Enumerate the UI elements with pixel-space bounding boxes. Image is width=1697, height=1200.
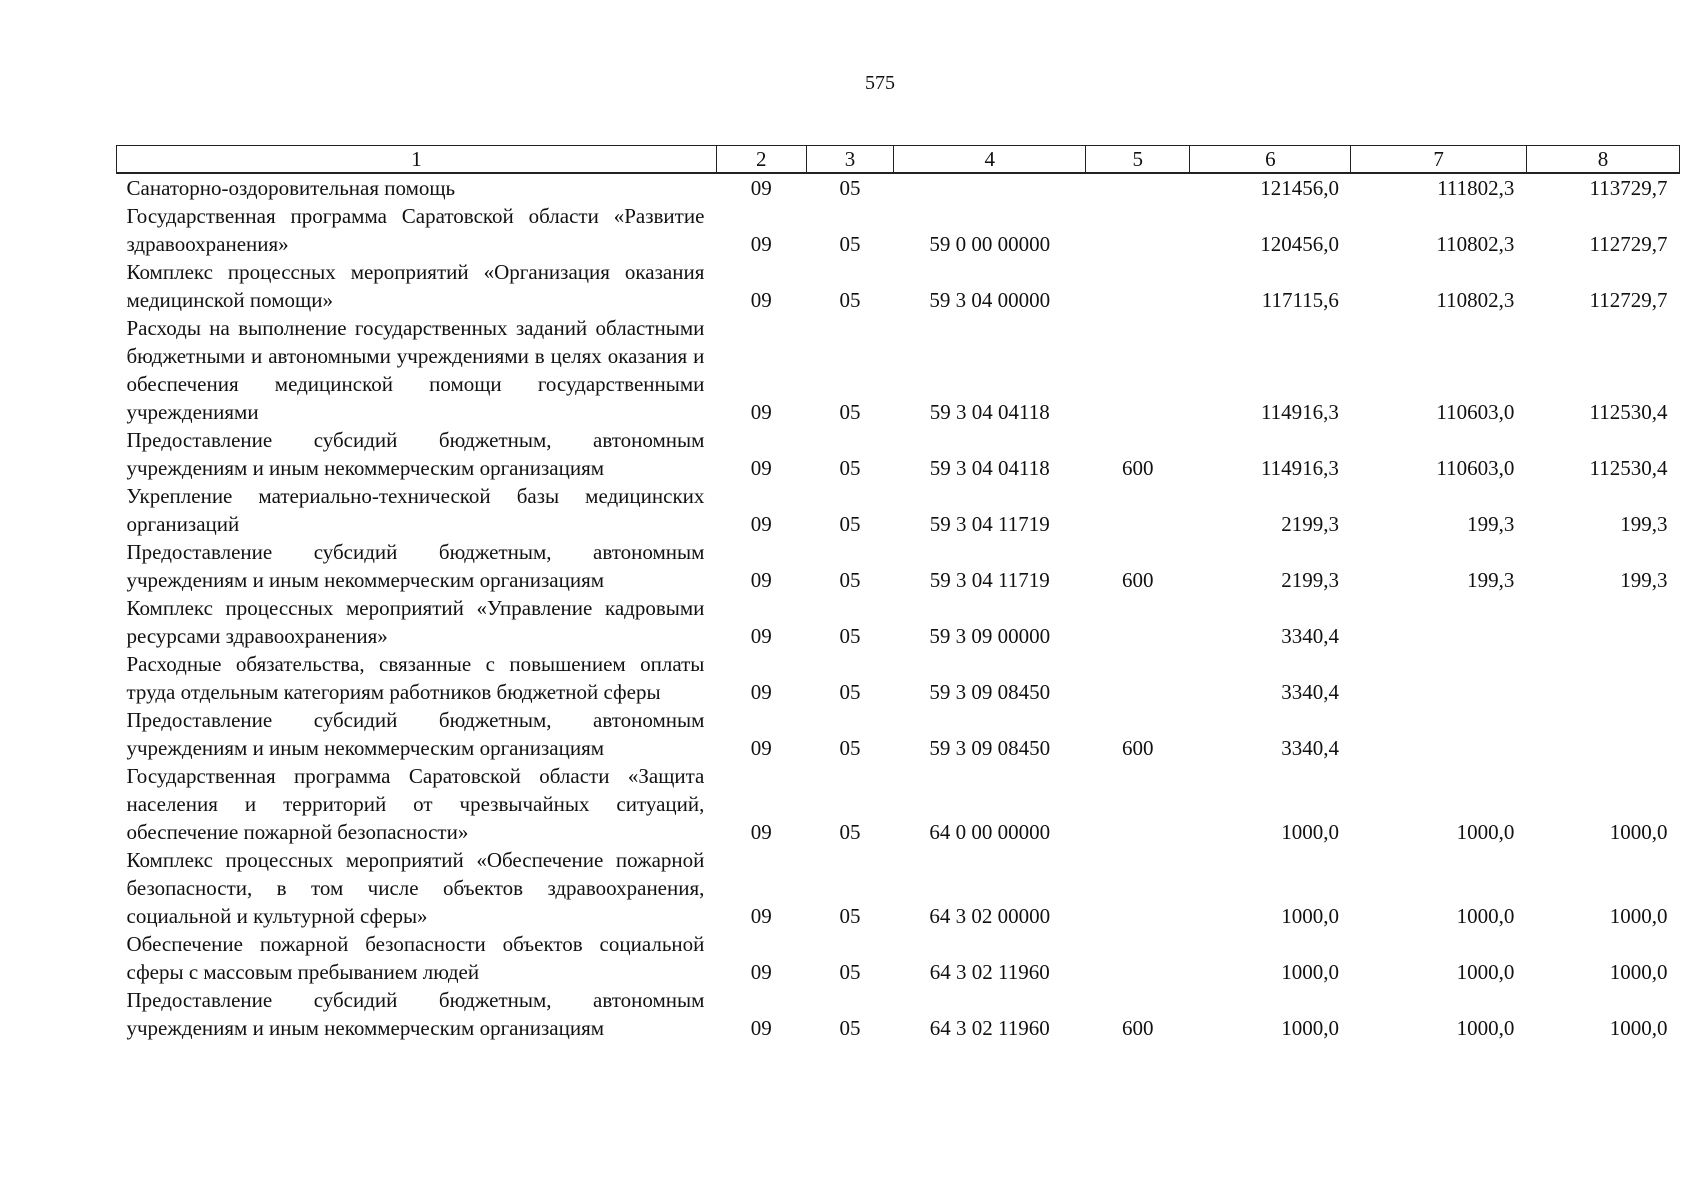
table-header-row [117, 146, 1680, 174]
table-row [117, 426, 1680, 482]
row-amount-col8-cell [1526, 650, 1679, 706]
row-amount-col7-cell [1351, 594, 1526, 650]
row-subsection-cell: 05 [839, 904, 861, 928]
row-amount-col7-cell: 110603,0 [1436, 400, 1515, 424]
row-expense-type-cell: 600 [1121, 736, 1154, 760]
row-section-cell: 09 [750, 1016, 772, 1040]
row-amount-col7-cell: 199,3 [1467, 512, 1515, 536]
row-target-article-cell: 59 3 09 00000 [929, 624, 1051, 648]
row-amount-col7-cell: 199,3 [1467, 568, 1515, 592]
row-target-article-cell: 64 3 02 11960 [929, 1016, 1050, 1040]
column-header-2: 2 [716, 146, 806, 174]
row-amount-col6-cell: 120456,0 [1260, 232, 1339, 256]
row-target-article-cell: 59 3 04 11719 [929, 568, 1050, 592]
table-body [117, 173, 1680, 1042]
row-amount-col6-cell: 3340,4 [1281, 624, 1339, 648]
row-section-cell: 09 [750, 568, 772, 592]
row-amount-col8-cell: 1000,0 [1609, 904, 1668, 928]
row-subsection-cell: 05 [839, 568, 861, 592]
row-expense-type-cell [1086, 202, 1190, 258]
row-amount-col6-cell: 3340,4 [1281, 680, 1339, 704]
column-header-6: 6 [1190, 146, 1351, 174]
row-expense-type-cell: 600 [1121, 568, 1154, 592]
row-name-cell: Обеспечение пожарной безопасности объектов социальной сферы с массовым пребыванием людей [126, 932, 705, 984]
row-expense-type-cell [1086, 173, 1190, 202]
table-row [117, 314, 1680, 426]
row-amount-col6-cell: 2199,3 [1281, 568, 1339, 592]
row-amount-col8-cell: 1000,0 [1609, 820, 1668, 844]
row-amount-col8-cell [1526, 594, 1679, 650]
row-amount-col6-cell: 2199,3 [1281, 512, 1339, 536]
row-name-cell: Государственная программа Саратовской области «Защита населения и территорий от чрезвычайных ситуаций, обеспечение пожарной безопасности» [126, 764, 705, 844]
row-section-cell: 09 [750, 456, 772, 480]
row-amount-col7-cell [1351, 650, 1526, 706]
table-row [117, 594, 1680, 650]
table-row [117, 930, 1680, 986]
row-name-cell: Укрепление материально-технической базы медицинских организаций [126, 484, 705, 536]
page-number: 575 [865, 72, 895, 94]
row-section-cell: 09 [750, 904, 772, 928]
row-amount-col8-cell: 113729,7 [1589, 176, 1668, 200]
row-target-article-cell: 59 3 04 00000 [929, 288, 1051, 312]
row-amount-col6-cell: 1000,0 [1281, 904, 1339, 928]
row-name-cell: Комплекс процессных мероприятий «Организация оказания медицинской помощи» [126, 260, 705, 312]
row-section-cell: 09 [750, 624, 772, 648]
row-expense-type-cell [1086, 314, 1190, 426]
row-amount-col6-cell: 114916,3 [1260, 400, 1339, 424]
row-name-cell: Расходы на выполнение государственных заданий областными бюджетными и автономными учреждениями в целях оказания и обеспечения медицинской помощи государственными учреждениями [126, 316, 705, 424]
table-row [117, 482, 1680, 538]
row-target-article-cell: 64 3 02 00000 [929, 904, 1051, 928]
row-target-article-cell: 59 0 00 00000 [929, 232, 1051, 256]
row-amount-col7-cell: 1000,0 [1456, 1016, 1515, 1040]
row-section-cell: 09 [750, 736, 772, 760]
table-row [117, 650, 1680, 706]
row-section-cell: 09 [750, 960, 772, 984]
budget-table [116, 145, 1680, 1042]
row-amount-col8-cell: 112530,4 [1589, 456, 1668, 480]
row-amount-col8-cell: 112530,4 [1589, 400, 1668, 424]
row-section-cell: 09 [750, 820, 772, 844]
row-amount-col8-cell [1526, 706, 1679, 762]
row-name-cell: Санаторно-оздоровительная помощь [126, 176, 456, 200]
row-amount-col8-cell: 112729,7 [1589, 288, 1668, 312]
row-subsection-cell: 05 [839, 820, 861, 844]
row-target-article-cell: 59 3 04 11719 [929, 512, 1050, 536]
row-name-cell: Расходные обязательства, связанные с повышением оплаты труда отдельным категориям работников бюджетной сферы [126, 652, 705, 704]
row-subsection-cell: 05 [839, 960, 861, 984]
row-subsection-cell: 05 [839, 400, 861, 424]
row-amount-col8-cell: 1000,0 [1609, 960, 1668, 984]
row-target-article-cell: 59 3 04 04118 [929, 456, 1050, 480]
row-target-article-cell [894, 173, 1086, 202]
column-header-4: 4 [894, 146, 1086, 174]
column-header-8: 8 [1526, 146, 1679, 174]
row-amount-col7-cell: 1000,0 [1456, 904, 1515, 928]
table-row [117, 986, 1680, 1042]
row-amount-col6-cell: 1000,0 [1281, 1016, 1339, 1040]
row-section-cell: 09 [750, 680, 772, 704]
row-amount-col6-cell: 3340,4 [1281, 736, 1339, 760]
row-expense-type-cell [1086, 846, 1190, 930]
row-amount-col6-cell: 117115,6 [1261, 288, 1339, 312]
row-name-cell: Комплекс процессных мероприятий «Обеспечение пожарной безопасности, в том числе объектов здравоохранения, социальной и культурной сферы» [126, 848, 705, 928]
row-amount-col7-cell: 111802,3 [1437, 176, 1515, 200]
row-name-cell: Комплекс процессных мероприятий «Управление кадровыми ресурсами здравоохранения» [126, 596, 705, 648]
row-section-cell: 09 [750, 512, 772, 536]
row-amount-col8-cell: 199,3 [1620, 568, 1668, 592]
row-amount-col7-cell: 1000,0 [1456, 820, 1515, 844]
row-expense-type-cell: 600 [1121, 1016, 1154, 1040]
row-expense-type-cell [1086, 650, 1190, 706]
row-subsection-cell: 05 [839, 232, 861, 256]
row-expense-type-cell [1086, 762, 1190, 846]
row-subsection-cell: 05 [839, 624, 861, 648]
row-amount-col7-cell: 1000,0 [1456, 960, 1515, 984]
row-name-cell: Предоставление субсидий бюджетным, автономным учреждениям и иным некоммерческим организациям [126, 540, 705, 592]
row-section-cell: 09 [750, 176, 772, 200]
row-amount-col7-cell: 110603,0 [1436, 456, 1515, 480]
table-row [117, 173, 1680, 202]
row-name-cell: Предоставление субсидий бюджетным, автономным учреждениям и иным некоммерческим организациям [126, 428, 705, 480]
row-subsection-cell: 05 [839, 736, 861, 760]
row-amount-col8-cell: 199,3 [1620, 512, 1668, 536]
row-section-cell: 09 [750, 400, 772, 424]
row-target-article-cell: 64 3 02 11960 [929, 960, 1050, 984]
row-amount-col6-cell: 1000,0 [1281, 820, 1339, 844]
row-amount-col6-cell: 121456,0 [1260, 176, 1339, 200]
row-subsection-cell: 05 [839, 456, 861, 480]
table-row [117, 258, 1680, 314]
row-target-article-cell: 59 3 04 04118 [929, 400, 1050, 424]
row-expense-type-cell: 600 [1121, 456, 1154, 480]
row-subsection-cell: 05 [839, 288, 861, 312]
row-name-cell: Государственная программа Саратовской области «Развитие здравоохранения» [126, 204, 705, 256]
row-amount-col7-cell: 110802,3 [1436, 288, 1515, 312]
row-subsection-cell: 05 [839, 680, 861, 704]
row-expense-type-cell [1086, 930, 1190, 986]
column-header-5: 5 [1086, 146, 1190, 174]
table-row [117, 706, 1680, 762]
row-expense-type-cell [1086, 258, 1190, 314]
row-target-article-cell: 59 3 09 08450 [929, 736, 1051, 760]
row-amount-col6-cell: 114916,3 [1260, 456, 1339, 480]
row-amount-col7-cell [1351, 706, 1526, 762]
row-target-article-cell: 64 0 00 00000 [929, 820, 1051, 844]
row-subsection-cell: 05 [839, 1016, 861, 1040]
column-header-7: 7 [1351, 146, 1526, 174]
table-row [117, 762, 1680, 846]
row-section-cell: 09 [750, 232, 772, 256]
row-amount-col8-cell: 112729,7 [1589, 232, 1668, 256]
row-subsection-cell: 05 [839, 176, 861, 200]
row-name-cell: Предоставление субсидий бюджетным, автономным учреждениям и иным некоммерческим организациям [126, 988, 705, 1040]
row-name-cell: Предоставление субсидий бюджетным, автономным учреждениям и иным некоммерческим организациям [126, 708, 705, 760]
row-amount-col6-cell: 1000,0 [1281, 960, 1339, 984]
table-row [117, 202, 1680, 258]
row-amount-col7-cell: 110802,3 [1436, 232, 1515, 256]
row-section-cell: 09 [750, 288, 772, 312]
row-target-article-cell: 59 3 09 08450 [929, 680, 1051, 704]
table-row [117, 846, 1680, 930]
row-expense-type-cell [1086, 594, 1190, 650]
row-expense-type-cell [1086, 482, 1190, 538]
column-header-1: 1 [117, 146, 717, 174]
row-subsection-cell: 05 [839, 512, 861, 536]
table-row [117, 538, 1680, 594]
row-amount-col8-cell: 1000,0 [1609, 1016, 1668, 1040]
column-header-3: 3 [806, 146, 894, 174]
